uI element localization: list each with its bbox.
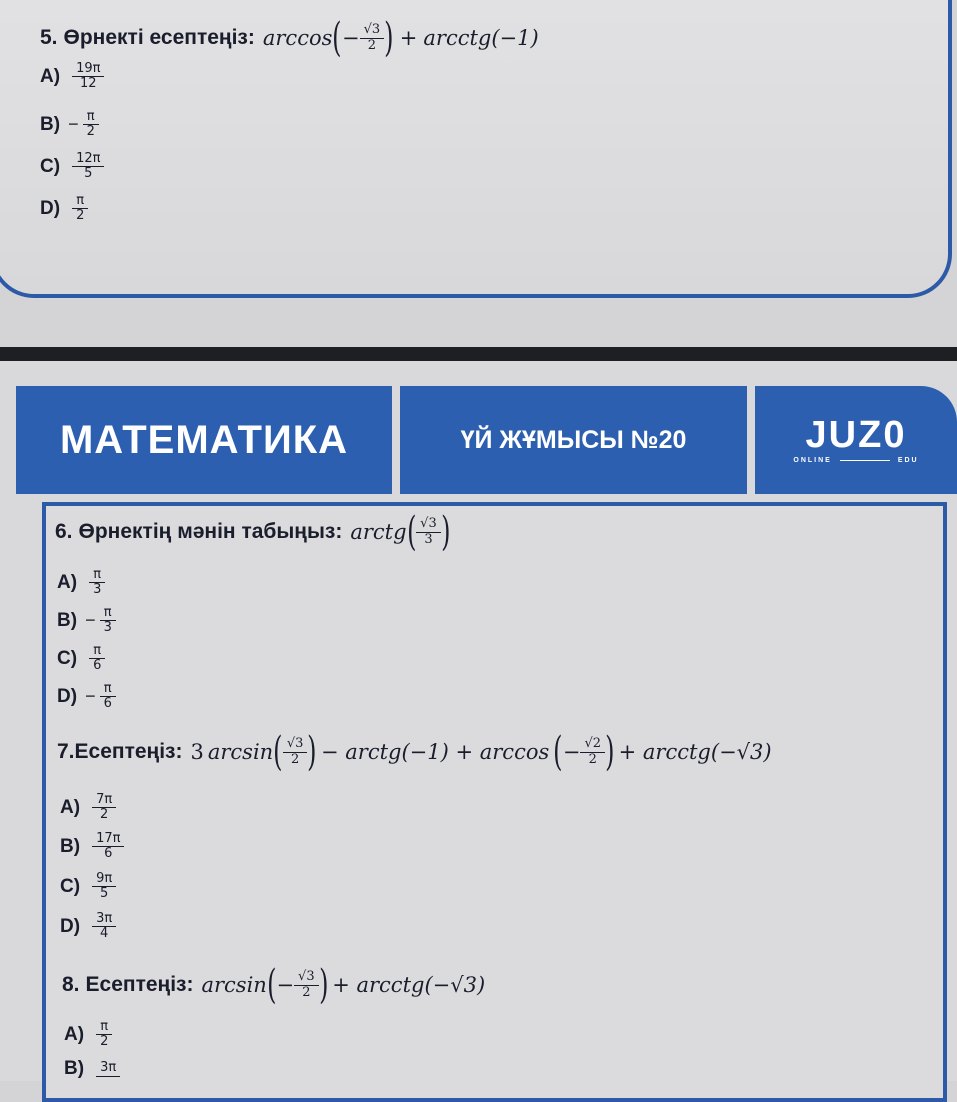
fraction-denominator bbox=[96, 1076, 120, 1077]
fraction-denominator: 2 bbox=[580, 752, 605, 767]
fraction-numerator: 3π bbox=[100, 1060, 117, 1076]
fraction-numerator: 12π bbox=[76, 151, 101, 166]
q7-option-c[interactable] bbox=[60, 872, 116, 902]
question-6-heading bbox=[55, 509, 451, 555]
option-label: C) bbox=[40, 155, 61, 177]
fraction-numerator: π bbox=[93, 567, 102, 582]
question-number: 6. bbox=[55, 520, 73, 543]
fraction-numerator: 7π bbox=[96, 792, 113, 807]
math-function: arcsin bbox=[207, 740, 274, 764]
option-fraction bbox=[102, 606, 114, 636]
math-expression-middle: − arctg(−1) + arccos bbox=[320, 740, 550, 764]
option-label: D) bbox=[57, 685, 78, 707]
question-number: 7. bbox=[57, 740, 75, 763]
option-label: B) bbox=[60, 835, 81, 857]
fraction-denominator: 2 bbox=[92, 807, 116, 822]
fraction-numerator: √2 bbox=[584, 736, 602, 752]
logo-banner bbox=[755, 386, 957, 494]
question-number: 8. bbox=[62, 973, 80, 996]
fraction-denominator: 12 bbox=[72, 76, 104, 91]
option-label: A) bbox=[57, 571, 78, 593]
fraction-numerator: π bbox=[93, 643, 102, 658]
q5-option-d[interactable] bbox=[40, 194, 88, 224]
fraction-numerator: 3π bbox=[96, 911, 113, 926]
fraction-numerator: π bbox=[103, 681, 112, 696]
math-function: arctg bbox=[350, 520, 407, 544]
option-fraction bbox=[74, 194, 86, 224]
option-label: B) bbox=[57, 609, 78, 631]
fraction bbox=[418, 517, 439, 547]
math-expression-tail: + arcctg(−√3) bbox=[332, 973, 486, 997]
fraction-numerator: √3 bbox=[298, 969, 315, 985]
question-8-expression bbox=[201, 962, 486, 1008]
fraction bbox=[362, 23, 383, 53]
option-fraction bbox=[94, 793, 114, 823]
option-fraction bbox=[94, 832, 122, 862]
fraction-denominator: 3 bbox=[100, 620, 116, 635]
fraction bbox=[582, 737, 603, 767]
option-label: A) bbox=[60, 796, 81, 818]
fraction-denominator: 6 bbox=[89, 658, 105, 673]
fraction-denominator: 6 bbox=[100, 696, 116, 711]
paren-open: ( bbox=[332, 15, 342, 61]
option-label: B) bbox=[64, 1058, 85, 1079]
fraction-numerator: π bbox=[86, 109, 95, 124]
option-sign: − bbox=[68, 114, 79, 135]
question-text: Өрнекті есептеңіз: bbox=[63, 26, 255, 49]
homework-banner bbox=[400, 386, 747, 494]
logo-right-text: EDU bbox=[897, 457, 919, 464]
math-operator: + bbox=[399, 26, 418, 50]
option-label: C) bbox=[57, 647, 78, 669]
subject-title: МАТЕМАТИКА bbox=[59, 417, 349, 462]
fraction-denominator: 2 bbox=[283, 752, 308, 767]
fraction-numerator: 17π bbox=[96, 831, 121, 846]
question-5-expression bbox=[262, 15, 539, 61]
option-fraction bbox=[98, 1020, 110, 1050]
q8-option-a[interactable] bbox=[64, 1020, 112, 1050]
paren-open: ( bbox=[406, 509, 417, 555]
option-label: C) bbox=[60, 875, 81, 897]
paren-close: ) bbox=[605, 729, 615, 775]
option-fraction bbox=[98, 1061, 118, 1076]
question-text: Есептеңіз: bbox=[74, 740, 183, 763]
q7-option-b[interactable] bbox=[60, 832, 124, 862]
question-8-heading bbox=[62, 962, 486, 1008]
fraction-numerator: √3 bbox=[363, 22, 381, 38]
fraction-numerator: π bbox=[100, 1019, 109, 1034]
fraction-numerator: √3 bbox=[286, 736, 304, 752]
q5-option-c[interactable] bbox=[40, 152, 104, 182]
option-fraction bbox=[85, 110, 97, 140]
option-fraction bbox=[91, 568, 103, 598]
fraction-denominator: 3 bbox=[416, 532, 441, 547]
option-sign: − bbox=[85, 610, 96, 631]
paren-close: ) bbox=[384, 15, 394, 61]
option-fraction bbox=[94, 872, 114, 902]
math-function: arccos bbox=[262, 26, 333, 50]
fraction bbox=[285, 737, 306, 767]
q5-option-a[interactable] bbox=[40, 62, 104, 92]
question-7-expression bbox=[190, 729, 772, 775]
q6-option-b[interactable] bbox=[57, 606, 116, 636]
q5-option-b[interactable] bbox=[40, 110, 99, 140]
question-text: Өрнектің мәнін табыңыз: bbox=[78, 520, 343, 543]
option-sign: − bbox=[85, 686, 96, 707]
q6-option-d[interactable] bbox=[57, 682, 116, 712]
fraction-numerator: π bbox=[76, 193, 85, 208]
fraction-denominator: 2 bbox=[96, 1034, 112, 1049]
question-card-lower bbox=[42, 502, 947, 1102]
math-coefficient: 3 bbox=[190, 740, 204, 764]
question-7-heading bbox=[57, 729, 772, 775]
paren-open: ( bbox=[553, 729, 563, 775]
subject-banner bbox=[16, 386, 392, 494]
paren-close: ) bbox=[318, 962, 329, 1008]
fraction-numerator: π bbox=[103, 605, 112, 620]
option-label: B) bbox=[40, 113, 61, 135]
fraction-denominator: 2 bbox=[83, 124, 99, 139]
fraction-denominator: 6 bbox=[92, 846, 124, 861]
q6-option-c[interactable] bbox=[57, 644, 105, 674]
paren-open: ( bbox=[273, 729, 283, 775]
fraction-denominator: 5 bbox=[72, 166, 104, 181]
q6-option-a[interactable] bbox=[57, 568, 105, 598]
fraction-denominator: 3 bbox=[89, 582, 105, 597]
fraction-denominator: 5 bbox=[92, 886, 116, 901]
logo-subtitle bbox=[793, 457, 918, 464]
fraction-numerator: 19π bbox=[76, 61, 101, 76]
q7-option-a[interactable] bbox=[60, 793, 116, 823]
math-sign: − bbox=[562, 740, 581, 764]
question-text: Есептеңіз: bbox=[85, 973, 194, 996]
fraction bbox=[296, 970, 317, 1000]
option-label: A) bbox=[40, 65, 61, 87]
math-function: arcctg(−1) bbox=[423, 26, 539, 50]
q8-option-b[interactable] bbox=[64, 1058, 120, 1080]
fraction-denominator: 2 bbox=[294, 985, 319, 1000]
paren-close: ) bbox=[440, 509, 451, 555]
paren-close: ) bbox=[307, 729, 317, 775]
question-5-heading bbox=[40, 15, 539, 61]
option-fraction bbox=[74, 62, 102, 92]
question-6-expression bbox=[350, 509, 451, 555]
logo-divider bbox=[840, 460, 890, 461]
fraction-numerator: 9π bbox=[96, 871, 113, 886]
option-fraction bbox=[102, 682, 114, 712]
fraction-numerator: √3 bbox=[420, 516, 437, 532]
math-sign: − bbox=[276, 973, 295, 997]
screen-divider bbox=[0, 347, 957, 361]
q7-option-d[interactable] bbox=[60, 912, 116, 942]
option-fraction bbox=[94, 912, 114, 942]
option-label: D) bbox=[40, 197, 61, 219]
option-label: A) bbox=[64, 1023, 85, 1045]
option-fraction bbox=[74, 152, 102, 182]
logo-left-text: ONLINE bbox=[793, 457, 832, 464]
fraction-denominator: 2 bbox=[72, 208, 88, 223]
option-label: D) bbox=[60, 915, 81, 937]
math-sign: − bbox=[342, 26, 360, 50]
math-function: arcsin bbox=[201, 973, 267, 997]
math-expression-tail: + arcctg(−√3) bbox=[618, 740, 772, 764]
homework-title: ҮЙ ЖҰМЫСЫ №20 bbox=[460, 425, 687, 454]
paren-open: ( bbox=[266, 962, 277, 1008]
option-fraction bbox=[91, 644, 103, 674]
brand-logo: JUZ0 bbox=[805, 414, 907, 456]
fraction-denominator: 2 bbox=[360, 38, 385, 53]
fraction-denominator: 4 bbox=[92, 926, 116, 941]
question-number: 5. bbox=[40, 26, 58, 49]
